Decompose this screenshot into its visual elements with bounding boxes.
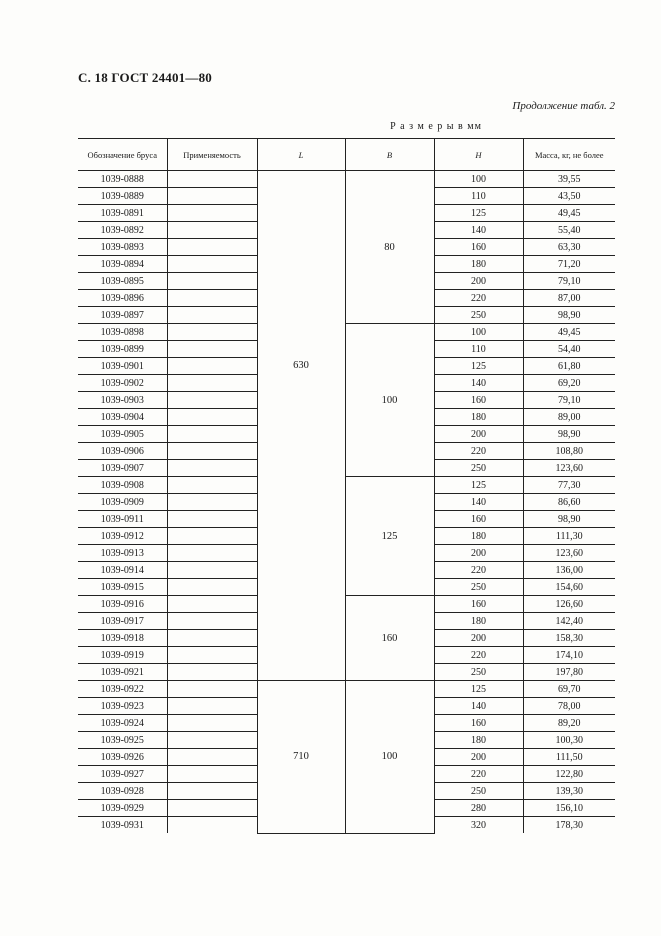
cell-mass: 86,60 <box>523 494 615 511</box>
cell-mass: 156,10 <box>523 800 615 817</box>
cell-H: 200 <box>434 273 523 290</box>
table-continuation-label: Продолжение табл. 2 <box>512 100 615 112</box>
cell-code: 1039-0897 <box>78 307 167 324</box>
cell-mass: 78,00 <box>523 698 615 715</box>
cell-code: 1039-0906 <box>78 443 167 460</box>
cell-H: 160 <box>434 596 523 613</box>
cell-mass: 54,40 <box>523 341 615 358</box>
cell-H: 125 <box>434 358 523 375</box>
cell-mass: 87,00 <box>523 290 615 307</box>
cell-code: 1039-0893 <box>78 239 167 256</box>
cell-mass: 55,40 <box>523 222 615 239</box>
cell-mass: 98,90 <box>523 511 615 528</box>
cell-mass: 71,20 <box>523 256 615 273</box>
cell-code: 1039-0915 <box>78 579 167 596</box>
page-header: С. 18 ГОСТ 24401—80 <box>78 70 212 85</box>
cell-usage <box>167 817 257 834</box>
cell-code: 1039-0911 <box>78 511 167 528</box>
cell-usage <box>167 375 257 392</box>
cell-mass: 61,80 <box>523 358 615 375</box>
cell-H: 180 <box>434 613 523 630</box>
cell-code: 1039-0926 <box>78 749 167 766</box>
cell-H: 220 <box>434 562 523 579</box>
cell-mass: 174,10 <box>523 647 615 664</box>
cell-code: 1039-0905 <box>78 426 167 443</box>
cell-B-group: 125 <box>345 477 434 596</box>
cell-mass: 123,60 <box>523 460 615 477</box>
cell-code: 1039-0922 <box>78 681 167 698</box>
cell-code: 1039-0908 <box>78 477 167 494</box>
cell-H: 100 <box>434 324 523 341</box>
cell-H: 220 <box>434 290 523 307</box>
cell-H: 220 <box>434 647 523 664</box>
cell-usage <box>167 409 257 426</box>
cell-code: 1039-0916 <box>78 596 167 613</box>
cell-usage <box>167 715 257 732</box>
cell-usage <box>167 681 257 698</box>
cell-code: 1039-0931 <box>78 817 167 834</box>
cell-L-group: 710 <box>257 681 345 834</box>
cell-code: 1039-0903 <box>78 392 167 409</box>
cell-code: 1039-0928 <box>78 783 167 800</box>
cell-mass: 142,40 <box>523 613 615 630</box>
cell-usage <box>167 783 257 800</box>
cell-mass: 197,80 <box>523 664 615 681</box>
cell-code: 1039-0895 <box>78 273 167 290</box>
cell-B-group: 160 <box>345 596 434 681</box>
table-body <box>78 171 615 834</box>
cell-H: 110 <box>434 188 523 205</box>
cell-code: 1039-0927 <box>78 766 167 783</box>
cell-H: 180 <box>434 732 523 749</box>
cell-mass: 89,00 <box>523 409 615 426</box>
cell-H: 160 <box>434 239 523 256</box>
cell-mass: 79,10 <box>523 392 615 409</box>
cell-B-group: 100 <box>345 324 434 477</box>
cell-code: 1039-0891 <box>78 205 167 222</box>
cell-usage <box>167 766 257 783</box>
cell-usage <box>167 341 257 358</box>
cell-mass: 139,30 <box>523 783 615 800</box>
cell-B-group: 80 <box>345 171 434 324</box>
cell-mass: 77,30 <box>523 477 615 494</box>
cell-H: 220 <box>434 766 523 783</box>
cell-usage <box>167 188 257 205</box>
cell-code: 1039-0904 <box>78 409 167 426</box>
table-row <box>78 324 615 341</box>
cell-mass: 108,80 <box>523 443 615 460</box>
column-header-H: H <box>434 139 523 171</box>
table-row <box>78 171 615 188</box>
cell-mass: 98,90 <box>523 426 615 443</box>
cell-usage <box>167 579 257 596</box>
cell-H: 200 <box>434 545 523 562</box>
cell-usage <box>167 392 257 409</box>
table-row <box>78 477 615 494</box>
cell-usage <box>167 460 257 477</box>
cell-H: 160 <box>434 392 523 409</box>
cell-mass: 63,30 <box>523 239 615 256</box>
cell-usage <box>167 426 257 443</box>
cell-code: 1039-0912 <box>78 528 167 545</box>
cell-usage <box>167 324 257 341</box>
table-row <box>78 681 615 698</box>
cell-mass: 98,90 <box>523 307 615 324</box>
cell-code: 1039-0924 <box>78 715 167 732</box>
cell-usage <box>167 494 257 511</box>
cell-H: 200 <box>434 630 523 647</box>
cell-H: 140 <box>434 494 523 511</box>
cell-mass: 49,45 <box>523 324 615 341</box>
cell-L-group: 630 <box>257 171 345 681</box>
cell-code: 1039-0907 <box>78 460 167 477</box>
cell-mass: 122,80 <box>523 766 615 783</box>
cell-code: 1039-0894 <box>78 256 167 273</box>
cell-usage <box>167 545 257 562</box>
cell-usage <box>167 511 257 528</box>
cell-code: 1039-0923 <box>78 698 167 715</box>
cell-mass: 89,20 <box>523 715 615 732</box>
cell-usage <box>167 273 257 290</box>
cell-H: 200 <box>434 426 523 443</box>
cell-H: 180 <box>434 409 523 426</box>
cell-usage <box>167 562 257 579</box>
cell-H: 100 <box>434 171 523 188</box>
cell-H: 220 <box>434 443 523 460</box>
cell-code: 1039-0914 <box>78 562 167 579</box>
cell-usage <box>167 800 257 817</box>
cell-mass: 158,30 <box>523 630 615 647</box>
cell-code: 1039-0901 <box>78 358 167 375</box>
cell-code: 1039-0898 <box>78 324 167 341</box>
cell-usage <box>167 222 257 239</box>
cell-code: 1039-0909 <box>78 494 167 511</box>
cell-code: 1039-0921 <box>78 664 167 681</box>
cell-usage <box>167 647 257 664</box>
cell-code: 1039-0896 <box>78 290 167 307</box>
cell-mass: 39,55 <box>523 171 615 188</box>
cell-H: 250 <box>434 664 523 681</box>
cell-H: 125 <box>434 681 523 698</box>
cell-H: 250 <box>434 460 523 477</box>
cell-usage <box>167 205 257 222</box>
cell-code: 1039-0899 <box>78 341 167 358</box>
cell-usage <box>167 307 257 324</box>
column-header-usage: Применяемость <box>167 139 257 171</box>
cell-mass: 154,60 <box>523 579 615 596</box>
cell-H: 200 <box>434 749 523 766</box>
cell-code: 1039-0892 <box>78 222 167 239</box>
cell-H: 140 <box>434 222 523 239</box>
cell-mass: 100,30 <box>523 732 615 749</box>
cell-usage <box>167 171 257 188</box>
cell-mass: 123,60 <box>523 545 615 562</box>
cell-code: 1039-0888 <box>78 171 167 188</box>
cell-B-group: 100 <box>345 681 434 834</box>
cell-mass: 79,10 <box>523 273 615 290</box>
cell-code: 1039-0918 <box>78 630 167 647</box>
cell-usage <box>167 596 257 613</box>
cell-usage <box>167 732 257 749</box>
table-row <box>78 596 615 613</box>
cell-code: 1039-0917 <box>78 613 167 630</box>
cell-H: 110 <box>434 341 523 358</box>
cell-code: 1039-0913 <box>78 545 167 562</box>
cell-usage <box>167 256 257 273</box>
table-header-row <box>78 139 615 171</box>
cell-mass: 49,45 <box>523 205 615 222</box>
cell-H: 140 <box>434 698 523 715</box>
cell-usage <box>167 443 257 460</box>
cell-H: 250 <box>434 579 523 596</box>
column-header-L: L <box>257 139 345 171</box>
column-header-B: B <box>345 139 434 171</box>
cell-usage <box>167 749 257 766</box>
cell-code: 1039-0929 <box>78 800 167 817</box>
cell-H: 125 <box>434 205 523 222</box>
cell-H: 160 <box>434 715 523 732</box>
cell-mass: 126,60 <box>523 596 615 613</box>
cell-H: 180 <box>434 256 523 273</box>
dimensions-table <box>78 138 615 834</box>
cell-mass: 136,00 <box>523 562 615 579</box>
cell-code: 1039-0919 <box>78 647 167 664</box>
cell-H: 160 <box>434 511 523 528</box>
cell-mass: 178,30 <box>523 817 615 834</box>
cell-usage <box>167 698 257 715</box>
cell-usage <box>167 664 257 681</box>
cell-mass: 111,50 <box>523 749 615 766</box>
cell-H: 140 <box>434 375 523 392</box>
cell-usage <box>167 613 257 630</box>
cell-usage <box>167 477 257 494</box>
cell-usage <box>167 290 257 307</box>
cell-H: 250 <box>434 307 523 324</box>
cell-usage <box>167 528 257 545</box>
cell-H: 280 <box>434 800 523 817</box>
column-header-mass: Масса, кг, не более <box>523 139 615 171</box>
cell-code: 1039-0925 <box>78 732 167 749</box>
cell-mass: 69,20 <box>523 375 615 392</box>
cell-usage <box>167 358 257 375</box>
cell-mass: 43,50 <box>523 188 615 205</box>
cell-code: 1039-0889 <box>78 188 167 205</box>
cell-mass: 111,30 <box>523 528 615 545</box>
cell-H: 250 <box>434 783 523 800</box>
cell-H: 180 <box>434 528 523 545</box>
cell-H: 125 <box>434 477 523 494</box>
cell-usage <box>167 630 257 647</box>
dimensions-caption: Р а з м е р ы в мм <box>390 121 482 132</box>
cell-usage <box>167 239 257 256</box>
cell-H: 320 <box>434 817 523 834</box>
cell-mass: 69,70 <box>523 681 615 698</box>
cell-code: 1039-0902 <box>78 375 167 392</box>
column-header-code: Обозначение бруса <box>78 139 167 171</box>
